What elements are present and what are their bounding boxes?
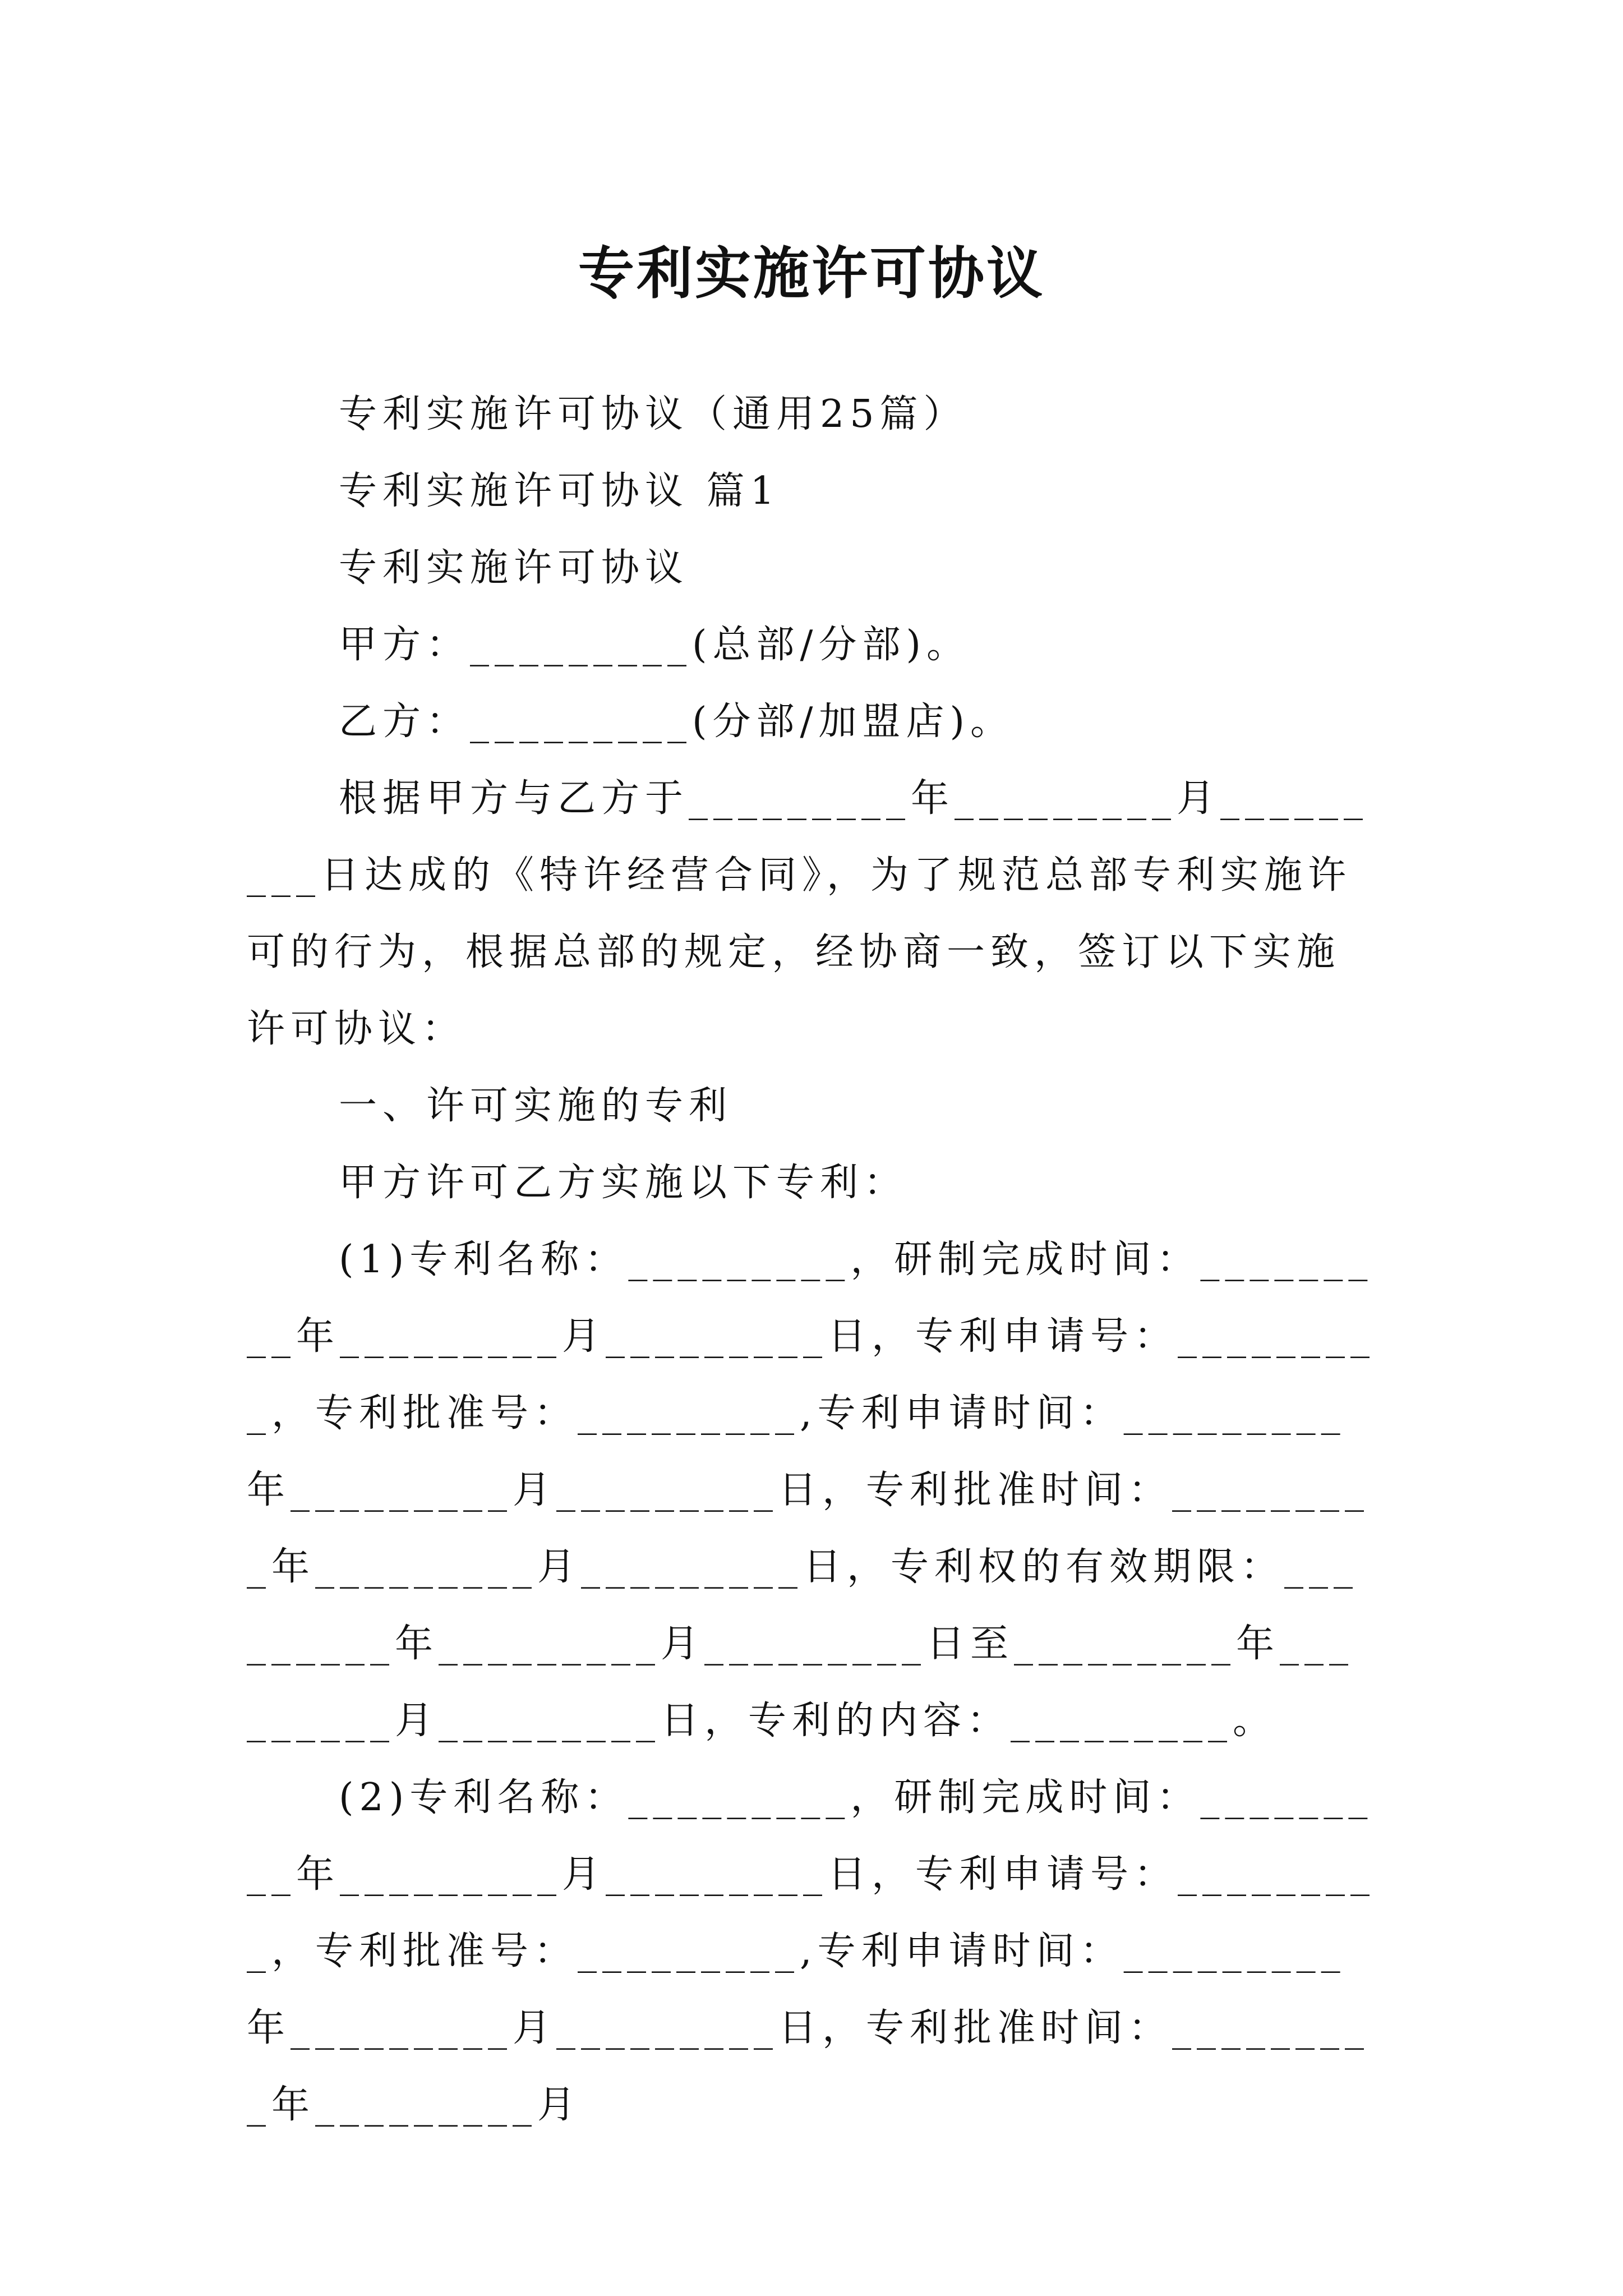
paragraph-clause-intro: 甲方许可乙方实施以下专利： (339, 1161, 908, 1205)
paragraph-preamble: 根据甲方与乙方于_________年_________月_________日达成的《特许经营合同》，为了规范总部专利实施许可的行为，根据总部的规定，经协商一致，签订以下实施许可协议： (247, 776, 1369, 1051)
paragraph-section-heading: 专利实施许可协议 篇1 (339, 469, 780, 513)
paragraph-party-b: 乙方：_________(分部/加盟店)。 (339, 700, 1014, 744)
document-title: 专利实施许可协议 (578, 240, 1045, 306)
paragraph-collection-title: 专利实施许可协议（通用25篇） (339, 392, 967, 436)
paragraph-agreement-title: 专利实施许可协议 (339, 546, 689, 590)
paragraph-party-a: 甲方：_________(总部/分部)。 (339, 623, 970, 667)
paragraph-clause-heading: 一、许可实施的专利 (339, 1084, 733, 1128)
document-body (247, 376, 1377, 2143)
paragraph-patent-2: (2)专利名称：_________，研制完成时间：_________年_________月_________日，专利申请号：_________，专利批准号：_________,专利申请时间：_________年_________月_________日，专利批准时间：_________年_________月 (247, 1775, 1376, 2127)
paragraph-patent-1: (1)专利名称：_________，研制完成时间：_________年_________月_________日，专利申请号：_________，专利批准号：_________,专利申请时间：_________年_________月_________日，专利批准时间：_________年_________月_________日，专利权的有效期限：_________年_________月_________日至_________年_________月_________日，专利的内容：_________。 (247, 1237, 1376, 1743)
